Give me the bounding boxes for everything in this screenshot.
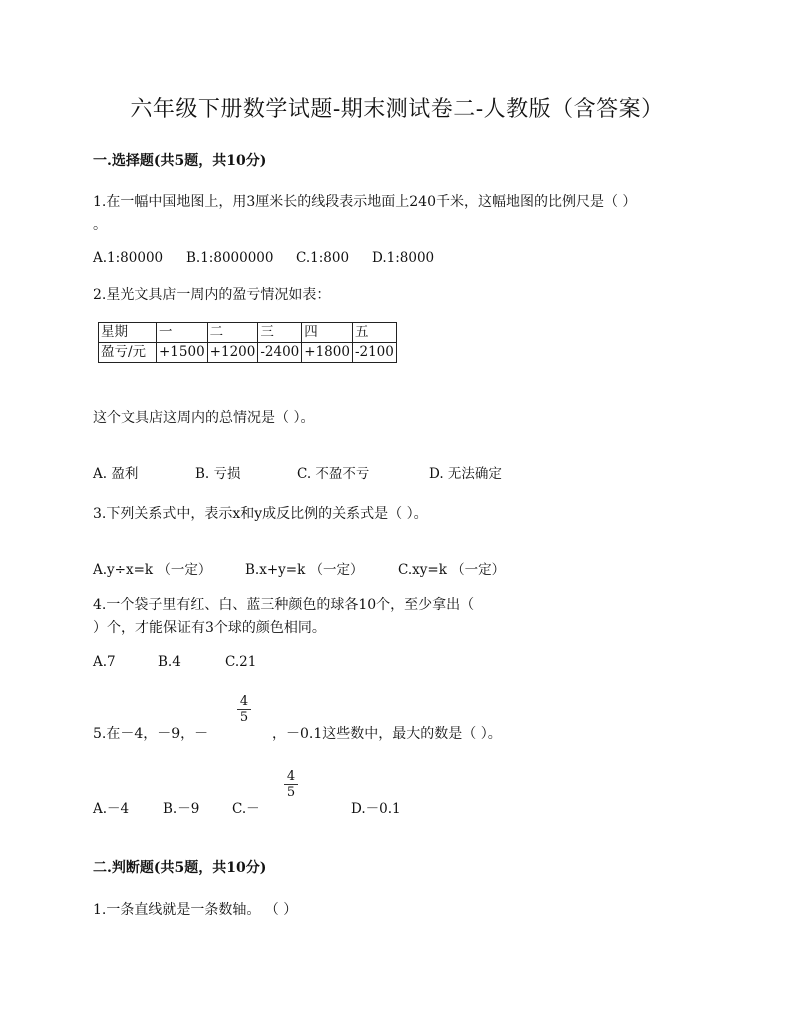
question-3-option-b: B.x+y=k （一定） xyxy=(245,562,364,578)
question-4-option-c: C.21 xyxy=(225,654,257,670)
fraction-numerator: 4 xyxy=(237,694,251,710)
question-5-text: 5.在－4，－9，－ xyxy=(93,726,209,742)
question-2-question: 这个文具店这周内的总情况是（ ）。 xyxy=(93,410,315,426)
question-1-option-a: A.1:80000 xyxy=(93,250,164,266)
fraction-numerator: 4 xyxy=(284,769,298,785)
table-cell: 盈亏/元 xyxy=(99,343,157,363)
profit-loss-table xyxy=(98,322,397,363)
judgement-1-text: 1.一条直线就是一条数轴。 （ ） xyxy=(93,902,298,918)
table-row xyxy=(99,343,397,363)
question-5-fraction xyxy=(237,694,251,725)
section-heading-judgement: 二.判断题(共5题，共10分) xyxy=(93,860,267,876)
table-header-row xyxy=(99,323,397,343)
question-2-text: 2.星光文具店一周内的盈亏情况如表： xyxy=(93,287,331,303)
table-cell: +1500 xyxy=(157,343,208,363)
table-cell: +1800 xyxy=(302,343,353,363)
table-cell: 五 xyxy=(352,323,396,343)
question-5-option-c: C.－ xyxy=(232,801,260,817)
question-3-option-c: C.xy=k （一定） xyxy=(398,562,506,578)
question-2-option-a: A. 盈利 xyxy=(93,466,139,482)
question-4-text: 4.一个袋子里有红、白、蓝三种颜色的球各10个，至少拿出（ xyxy=(93,597,475,613)
table-cell: 星期 xyxy=(99,323,157,343)
question-3-option-a: A.y÷x=k （一定） xyxy=(93,562,212,578)
question-4-text-cont: ）个，才能保证有3个球的颜色相同。 xyxy=(93,620,326,636)
table-cell: -2400 xyxy=(258,343,302,363)
question-2-option-d: D. 无法确定 xyxy=(429,466,502,482)
page-title: 六年级下册数学试题-期末测试卷二-人教版（含答案） xyxy=(130,97,664,122)
question-1-text: 1.在一幅中国地图上，用3厘米长的线段表示地面上240千米，这幅地图的比例尺是（ ） xyxy=(93,194,637,210)
table-cell: -2100 xyxy=(352,343,396,363)
question-5-option-d: D.－0.1 xyxy=(351,801,401,817)
question-1-option-c: C.1:800 xyxy=(296,250,350,266)
question-5-option-b: B.－9 xyxy=(163,801,200,817)
fraction-denominator: 5 xyxy=(239,710,249,725)
fraction-denominator: 5 xyxy=(286,785,296,800)
question-4-option-b: B.4 xyxy=(158,654,181,670)
table-cell: 四 xyxy=(302,323,353,343)
section-heading-choice: 一.选择题(共5题，共10分) xyxy=(93,153,267,169)
question-5-text-cont: ，－0.1这些数中，最大的数是（ ）。 xyxy=(272,726,502,742)
table-cell: +1200 xyxy=(207,343,258,363)
question-5-option-c-fraction xyxy=(284,769,298,800)
question-2-option-c: C. 不盈不亏 xyxy=(297,466,370,482)
question-1-option-d: D.1:8000 xyxy=(372,250,435,266)
table-cell: 三 xyxy=(258,323,302,343)
table-cell: 一 xyxy=(157,323,208,343)
question-1-text-cont: 。 xyxy=(93,217,107,233)
question-2-option-b: B. 亏损 xyxy=(195,466,241,482)
question-5-option-a: A.－4 xyxy=(93,801,130,817)
question-1-option-b: B.1:8000000 xyxy=(186,250,274,266)
table-cell: 二 xyxy=(207,323,258,343)
question-3-text: 3.下列关系式中，表示x和y成反比例的关系式是（ ）。 xyxy=(93,506,428,522)
question-4-option-a: A.7 xyxy=(93,654,116,670)
